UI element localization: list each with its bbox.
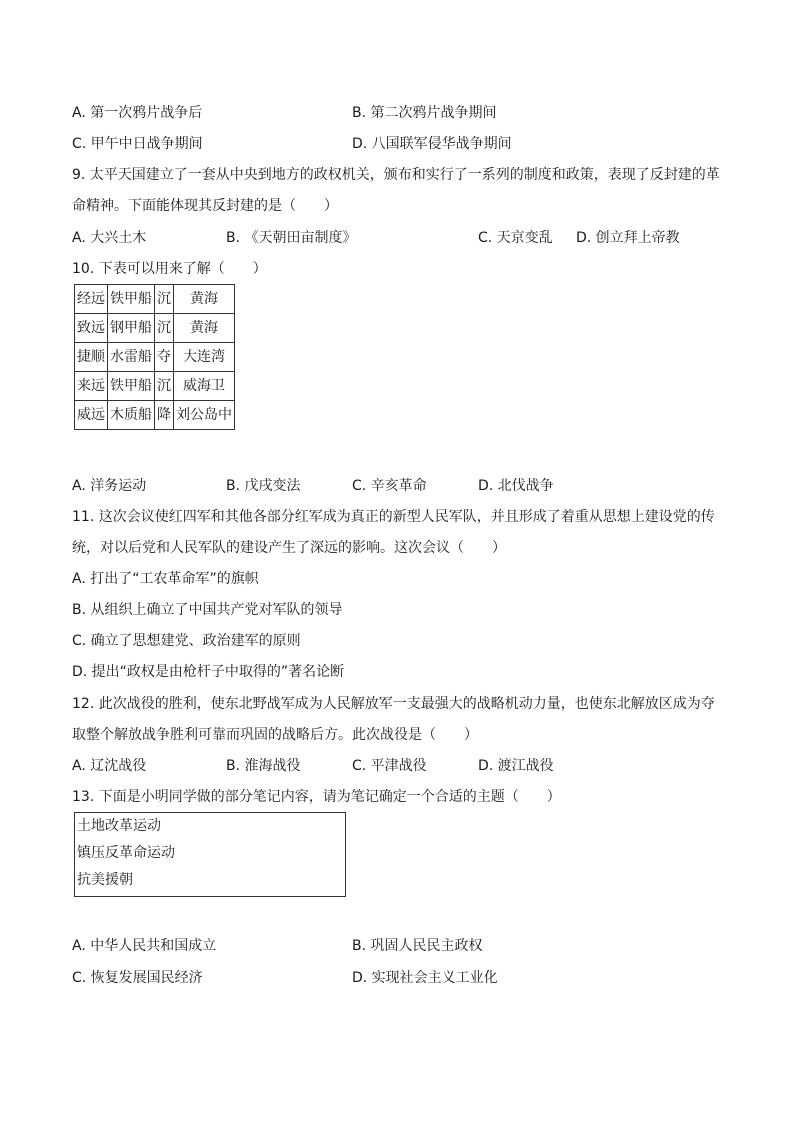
note-item: 抗美援朝 — [77, 872, 133, 888]
q12-option-d: D. 渡江战役 — [478, 758, 554, 774]
notes-box — [74, 812, 346, 897]
table-row — [75, 343, 235, 372]
q12-stem-line1: 12. 此次战役的胜利，使东北野战军成为人民解放军一支最强大的战略机动力量，也使东北解放区成为夺 — [72, 696, 715, 712]
q8-option-a: A. 第一次鸦片战争后 — [72, 105, 203, 121]
table-cell: 降 — [155, 401, 174, 430]
note-item: 土地改革运动 — [77, 818, 161, 834]
table-row — [75, 314, 235, 343]
table-cell: 大连湾 — [174, 343, 235, 372]
q11-option-b: B. 从组织上确立了中国共产党对军队的领导 — [72, 602, 343, 618]
table-cell: 沉 — [155, 372, 174, 401]
table-cell: 捷顺 — [75, 343, 108, 372]
table-cell: 经远 — [75, 285, 108, 314]
table-cell: 沉 — [155, 285, 174, 314]
q10-option-b: B. 戊戌变法 — [226, 478, 301, 494]
table-cell: 水雷船 — [108, 343, 155, 372]
q9-stem-line1: 9. 太平天国建立了一套从中央到地方的政权机关，颁布和实行了一系列的制度和政策，表现了反封建的革 — [72, 167, 720, 183]
table-cell: 铁甲船 — [108, 285, 155, 314]
table-cell: 威海卫 — [174, 372, 235, 401]
q12-option-c: C. 平津战役 — [352, 758, 427, 774]
q9-option-a: A. 大兴土木 — [72, 230, 147, 246]
table-cell: 刘公岛中 — [174, 401, 235, 430]
table-cell: 来远 — [75, 372, 108, 401]
q11-stem-line1: 11. 这次会议使红四军和其他各部分红军成为真正的新型人民军队，并且形成了着重从思想上建设党的传 — [72, 509, 715, 525]
table-cell: 铁甲船 — [108, 372, 155, 401]
q9-option-d: D. 创立拜上帝教 — [576, 230, 680, 246]
table-cell: 威远 — [75, 401, 108, 430]
table-row — [75, 372, 235, 401]
q11-option-c: C. 确立了思想建党、政治建军的原则 — [72, 633, 301, 649]
table-row — [75, 285, 235, 314]
ships-table — [74, 284, 235, 430]
q10-option-d: D. 北伐战争 — [478, 478, 554, 494]
q11-stem-line2: 统，对以后党和人民军队的建设产生了深远的影响。这次会议（ ） — [72, 540, 506, 556]
q8-option-c: C. 甲午中日战争期间 — [72, 136, 203, 152]
table-cell: 致远 — [75, 314, 108, 343]
q13-option-c: C. 恢复发展国民经济 — [72, 970, 203, 986]
q13-option-b: B. 巩固人民民主政权 — [352, 938, 483, 954]
table-cell: 黄海 — [174, 285, 235, 314]
note-item: 镇压反革命运动 — [77, 845, 175, 861]
q13-option-d: D. 实现社会主义工业化 — [352, 970, 498, 986]
q12-option-b: B. 淮海战役 — [226, 758, 301, 774]
q9-option-b: B. 《天朝田亩制度》 — [226, 230, 357, 246]
q11-option-d: D. 提出“政权是由枪杆子中取得的”著名论断 — [72, 664, 345, 680]
table-cell: 夺 — [155, 343, 174, 372]
q8-option-b: B. 第二次鸦片战争期间 — [352, 105, 497, 121]
q8-option-d: D. 八国联军侵华战争期间 — [352, 136, 512, 152]
q10-option-a: A. 洋务运动 — [72, 478, 147, 494]
table-row — [75, 401, 235, 430]
table-cell: 沉 — [155, 314, 174, 343]
q13-stem: 13. 下面是小明同学做的部分笔记内容，请为笔记确定一个合适的主题（ ） — [72, 789, 561, 805]
q12-stem-line2: 取整个解放战争胜利可靠而巩固的战略后方。此次战役是（ ） — [72, 727, 478, 743]
table-cell: 钢甲船 — [108, 314, 155, 343]
q11-option-a: A. 打出了“工农革命军”的旗帜 — [72, 571, 259, 587]
q9-stem-line2: 命精神。下面能体现其反封建的是（ ） — [72, 198, 338, 214]
table-cell: 黄海 — [174, 314, 235, 343]
q13-option-a: A. 中华人民共和国成立 — [72, 938, 217, 954]
q10-option-c: C. 辛亥革命 — [352, 478, 427, 494]
q12-option-a: A. 辽沈战役 — [72, 758, 147, 774]
table-cell: 木质船 — [108, 401, 155, 430]
q9-option-c: C. 天京变乱 — [478, 230, 553, 246]
q10-stem: 10. 下表可以用来了解（ ） — [72, 261, 267, 277]
